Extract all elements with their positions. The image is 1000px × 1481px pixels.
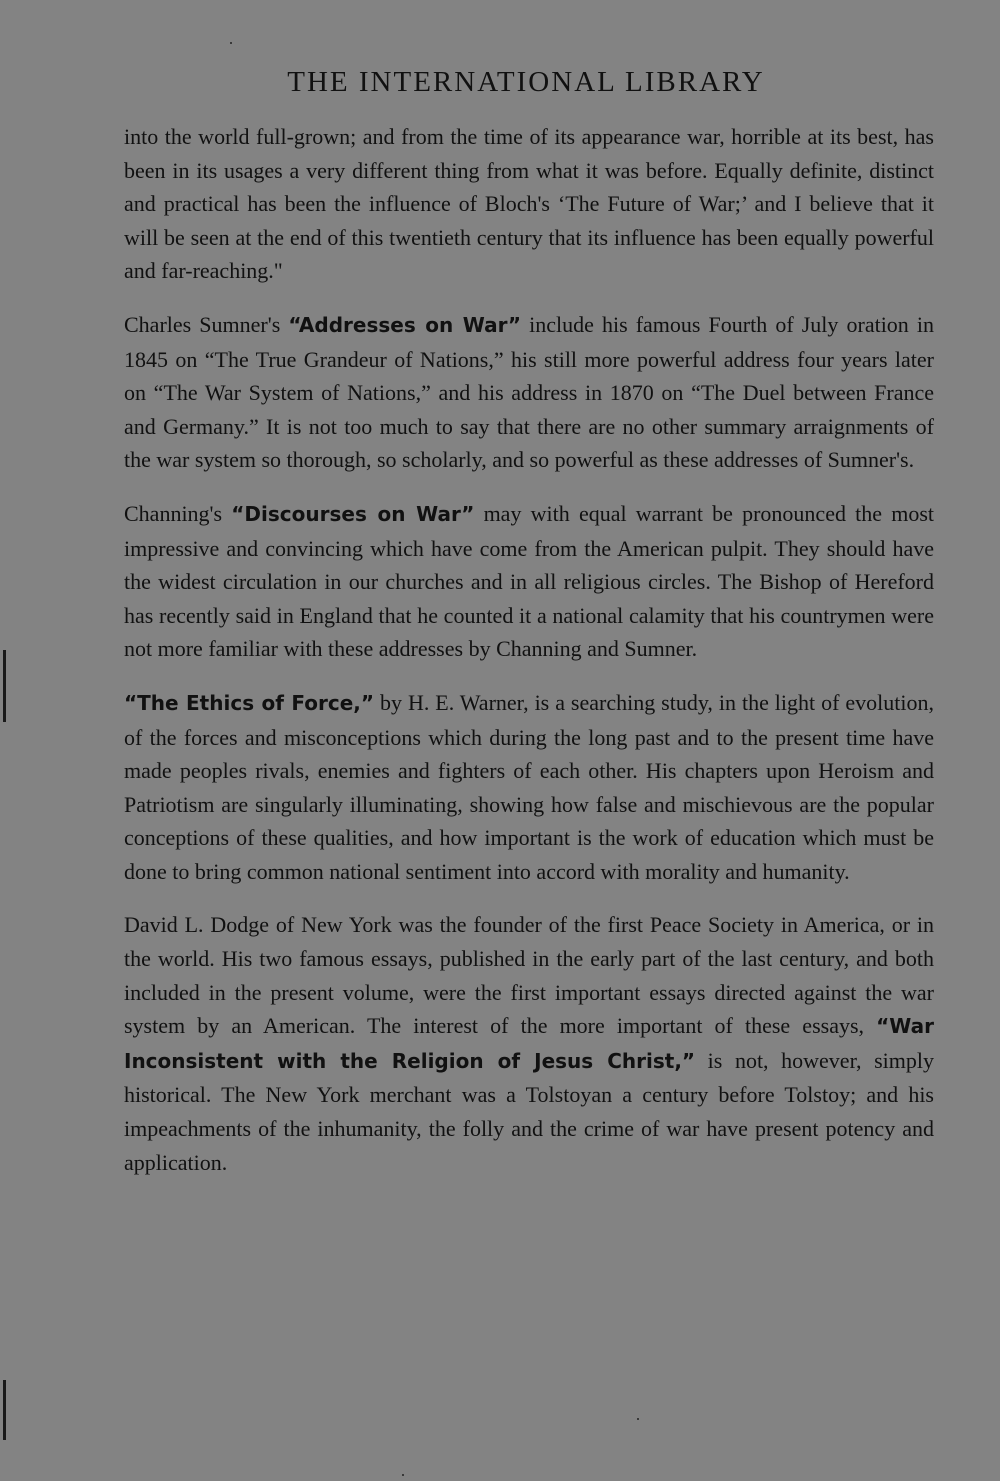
book-title-reference: “Addresses on War” [288,312,522,337]
paragraph-text: is not, however, simply historical. The New York merchant was a Tolstoyan a century before Tolstoy; and his impeachments of the inhumanity, the folly and the crime of war have present potency and application. [124,1047,935,1175]
scan-speck [402,1474,404,1476]
paragraph [124,908,934,1179]
paragraph [124,686,934,889]
book-title-reference: “Discourses on War” [231,501,475,526]
paragraph-text: David L. Dodge of New York was the founder of the first Peace Society in America, or in the world. His two famous essays, published in the early part of the last century, and both included in the present volume, were the first important essays directed against the war system by an American. The interest of the more important of these essays, [124,912,934,1039]
body-text [124,120,934,1199]
paragraph-text: by H. E. Warner, is a searching study, in the light of evolution, of the forces and misconceptions which during the long past and to the present time have made peoples rivals, enemies and fighters of each other. His chapters upon Heroism and Patriotism are singularly illuminating, showing how false and mischievous are the popular conceptions of these qualities, and how important is the work of education which must be done to bring common national sentiment into accord with morality and humanity. [124,689,934,884]
scan-edge-mark [3,1380,6,1440]
paragraph [124,120,934,288]
paragraph-text: may with equal warrant be pronounced the most impressive and convincing which have come from the American pulpit. They should have the widest circulation in our churches and in all religious circles. The Bishop of Hereford has recently said in England that he counted it a national calamity that his countrymen were not more familiar with these addresses by Channing and Sumner. [124,500,935,662]
scan-edge-mark [3,650,6,722]
book-title-reference: “War Inconsistent with the Religion of Jesus Christ,” [124,1014,934,1073]
paragraph-text: Channing's [124,500,232,526]
paragraph-text: include his famous Fourth of July oration in 1845 on “The True Grandeur of Nations,” his still more powerful address four years later on “The War System of Nations,” and his address in 1870 on “The Duel between France and Germany.” It is not too much to say that there are no other summary arraignments of the war system so thorough, so scholarly, and so powerful as these addresses of Sumner's. [124,311,935,473]
scan-speck [230,42,232,44]
book-title-reference: “The Ethics of Force,” [124,690,375,715]
paragraph-text: into the world full-grown; and from the time of its appearance war, horrible at its best, has been in its usages a very different thing from what it was before. Equally definite, distinct and practical has been the influence of Bloch's ‘The Future of War;’ and I believe that it will be seen at the end of this twentieth century that its influence has been equally powerful and far-reaching." [124,124,934,284]
paragraph-text: Charles Sumner's [124,311,289,337]
running-head: THE INTERNATIONAL LIBRARY [287,66,765,98]
paragraph [124,308,934,477]
scan-speck [637,1418,639,1420]
paragraph [124,497,934,666]
